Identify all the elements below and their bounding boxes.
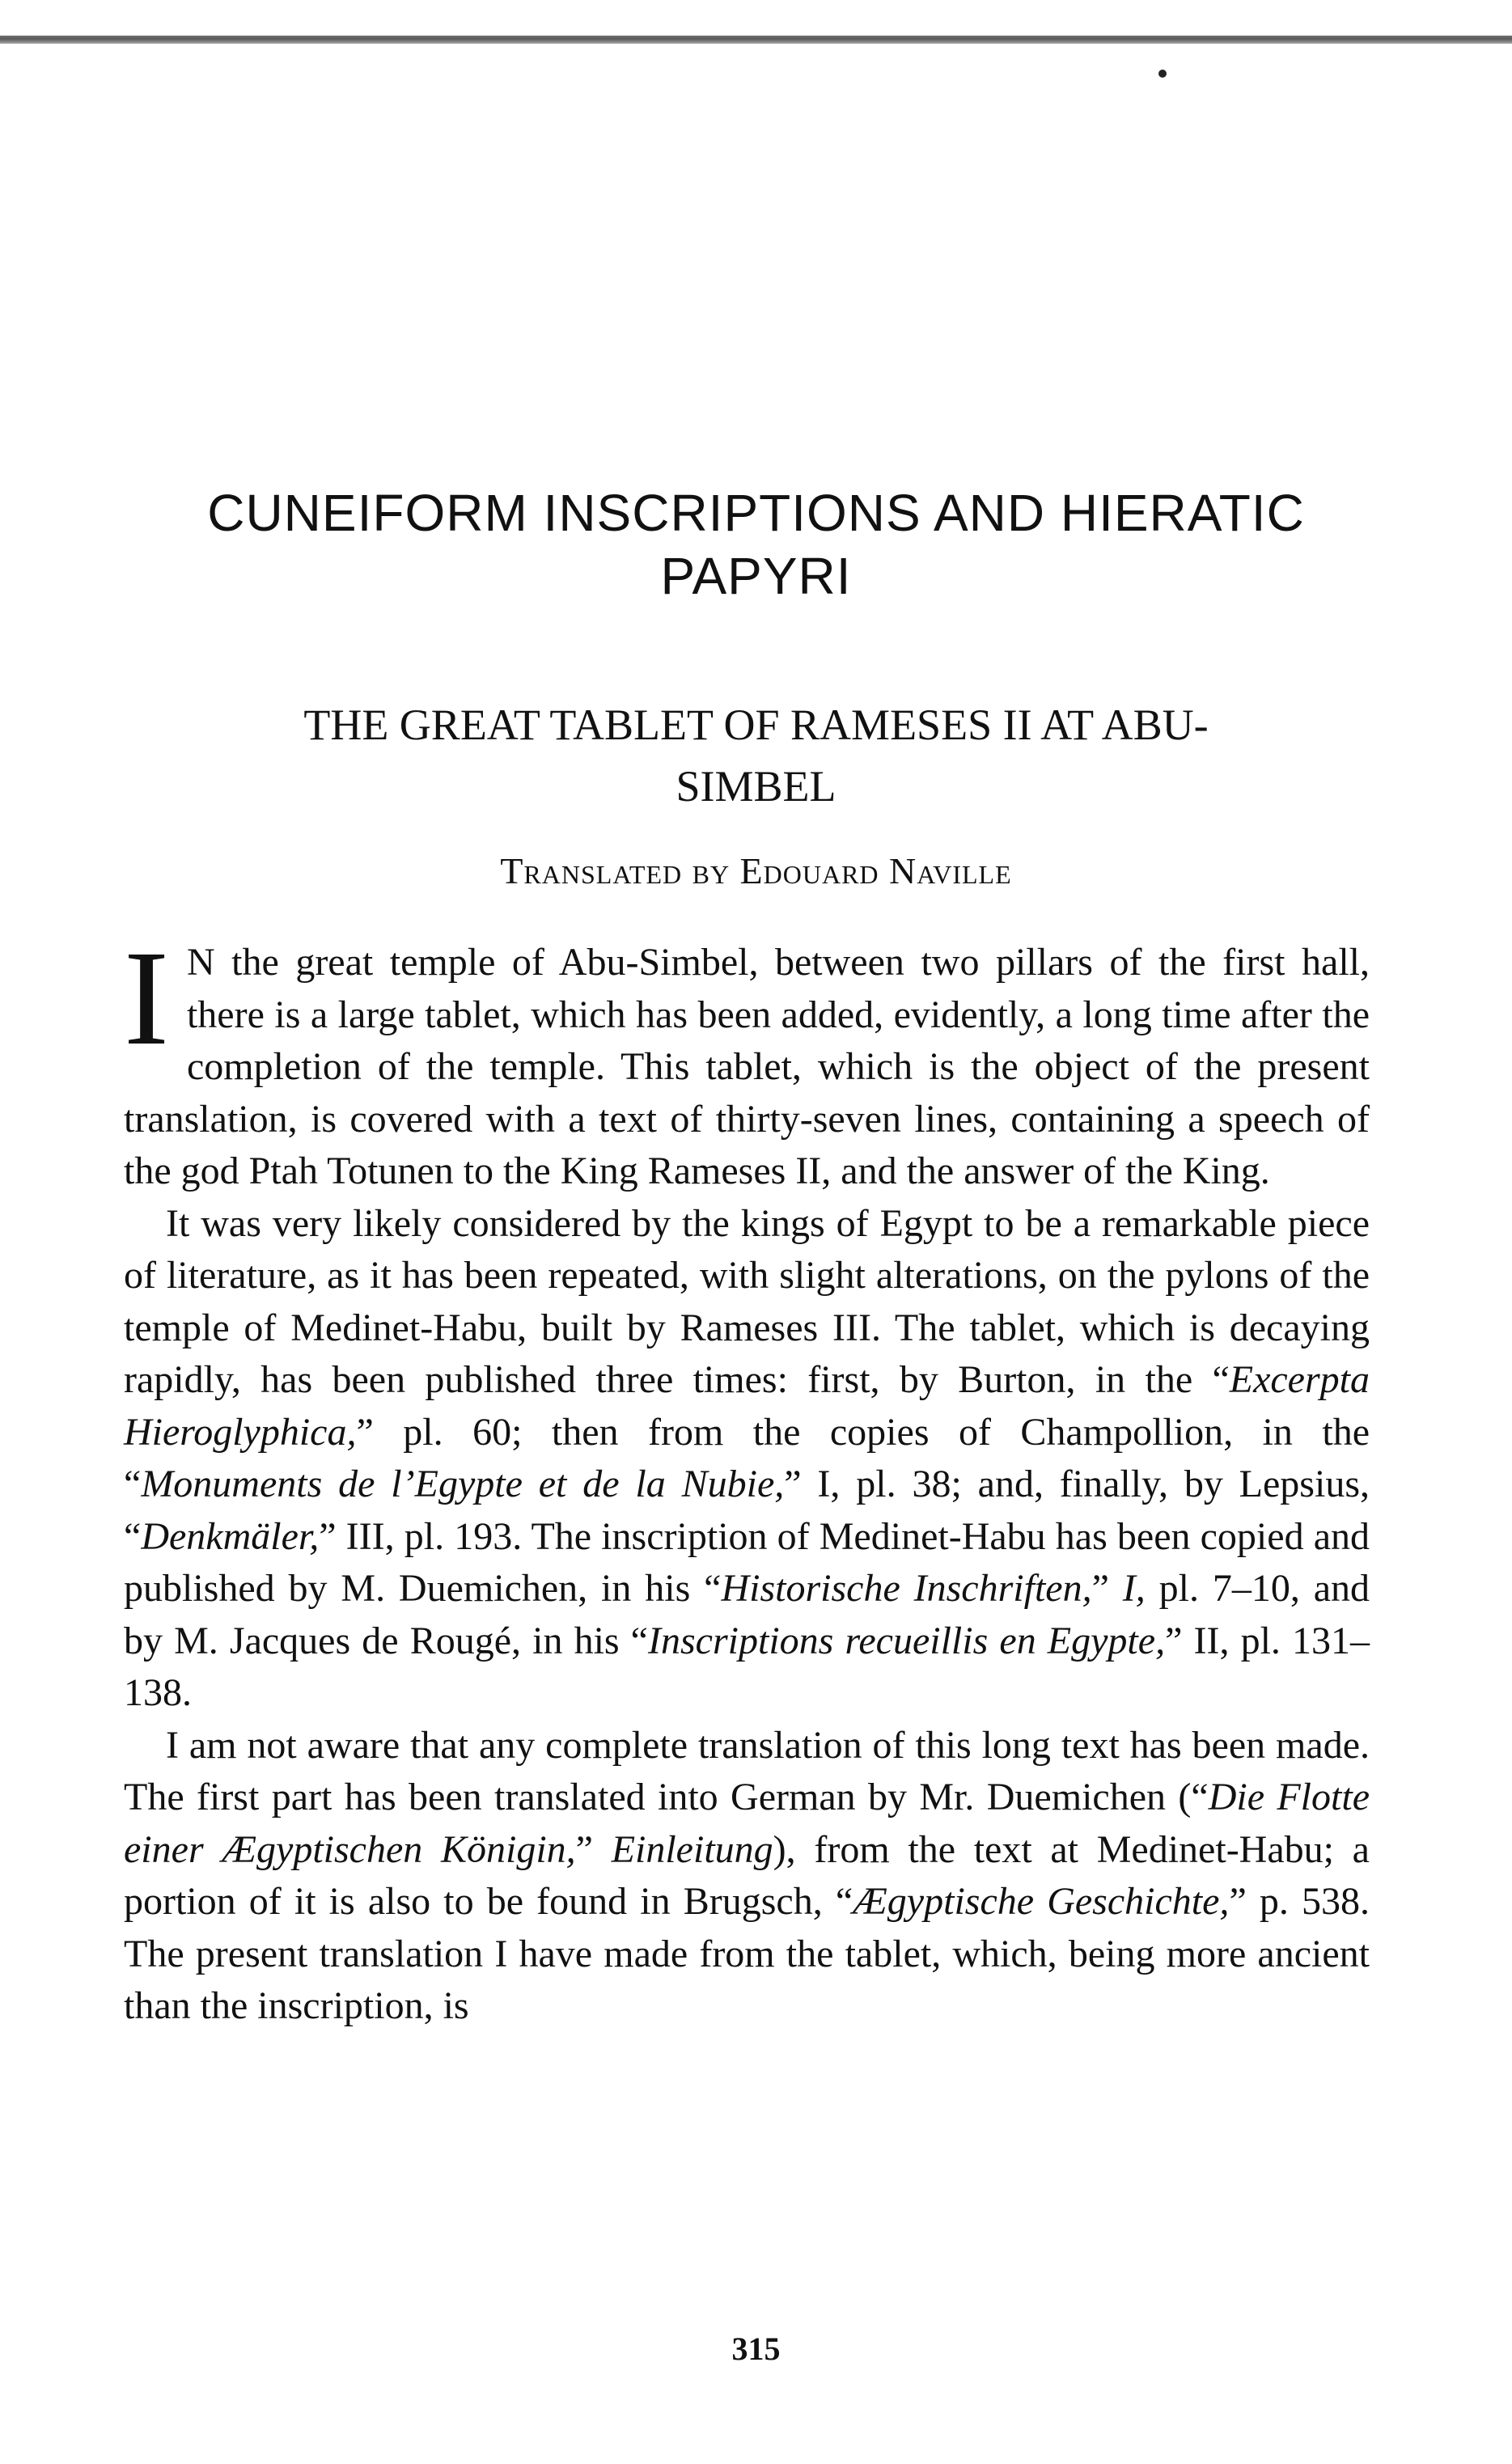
citation-title: Einleitung	[611, 1827, 773, 1871]
paragraph-2-text: pl. 7–10, and by M. Jacques de Rougé, in his “	[124, 1567, 1370, 1662]
section-title	[0, 694, 1512, 817]
section-title-line-2: SIMBEL	[676, 762, 836, 811]
body-text	[124, 923, 1370, 2033]
paragraph-2-text: ” pl. 60; then from the copies of Champollion, in the “	[124, 1410, 1370, 1505]
page-title-line-2: PAPYRI	[660, 547, 852, 605]
paragraph-1	[124, 923, 1370, 1198]
citation-title: Inscriptions recueillis en Egypte,	[648, 1619, 1166, 1662]
paragraph-1-text: N the great temple of Abu-Simbel, between two pillars of the first hall, there is a large tablet, which has been added, evidently, a long time after the completion of the temple. This tablet, which is the object of the present translation, is covered with a text of thirty-seven lines, containing a speech of the god Ptah Totunen to the King Rameses II, and the answer of the King.	[124, 941, 1370, 1192]
paragraph-3-text: ” p. 538. The present translation I have made from the tablet, which, being more ancient than the inscription, is	[124, 1880, 1370, 2027]
drop-cap: I	[124, 923, 169, 1073]
citation-title: Monuments de l’Egypte et de la Nubie,	[141, 1463, 785, 1505]
citation-volume: I,	[1122, 1567, 1146, 1610]
citation-title: Denkmäler,	[141, 1514, 320, 1558]
paragraph-2-text: It was very likely considered by the kings of Egypt to be a remarkable piece of literature, as it has been repeated, with slight alterations, on the pylons of the temple of Medinet-Habu, built by Rameses III. The tablet, which is decaying rapidly, has been published three times: first, by Burton, in the “	[124, 1201, 1370, 1401]
paragraph-2-text: ”	[1091, 1567, 1123, 1610]
translator-credit: Translated by Edouard Naville	[500, 850, 1012, 891]
section-title-line-1: THE GREAT TABLET OF RAMESES II AT ABU-	[303, 701, 1209, 749]
paragraph-2	[124, 1198, 1370, 1720]
scan-top-rule	[0, 36, 1512, 44]
scan-speck	[1158, 70, 1167, 78]
citation-title: Die Flotte einer Ægyptischen Königin,	[124, 1776, 1370, 1871]
paragraph-2-text: ” I, pl. 38; and, finally, by Lepsius, “	[124, 1463, 1370, 1558]
page-title-line-1: CUNEIFORM INSCRIPTIONS AND HIERATIC	[207, 484, 1305, 542]
citation-title: Ægyptische Geschichte,	[853, 1880, 1230, 1923]
page-title	[0, 481, 1512, 608]
page-number: 315	[731, 2331, 781, 2367]
citation-title: Excerpta Hieroglyphica,	[124, 1358, 1370, 1454]
paragraph-2-text: ” III, pl. 193. The inscription of Medinet-Habu has been copied and published by M. Duemichen, in his “	[124, 1514, 1370, 1610]
paragraph-3-text: ”	[575, 1827, 612, 1871]
paragraph-2-text: ” II, pl. 131–138.	[124, 1619, 1370, 1714]
paragraph-3-text: I am not aware that any complete translation of this long text has been made. The first part has been translated into German by Mr. Duemichen (“	[124, 1723, 1370, 1818]
paragraph-3-text: ), from the text at Medinet-Habu; a portion of it is also to be found in Brugsch, “	[124, 1827, 1370, 1923]
citation-title: Historische Inschriften,	[721, 1567, 1092, 1610]
paragraph-3	[124, 1720, 1370, 2033]
